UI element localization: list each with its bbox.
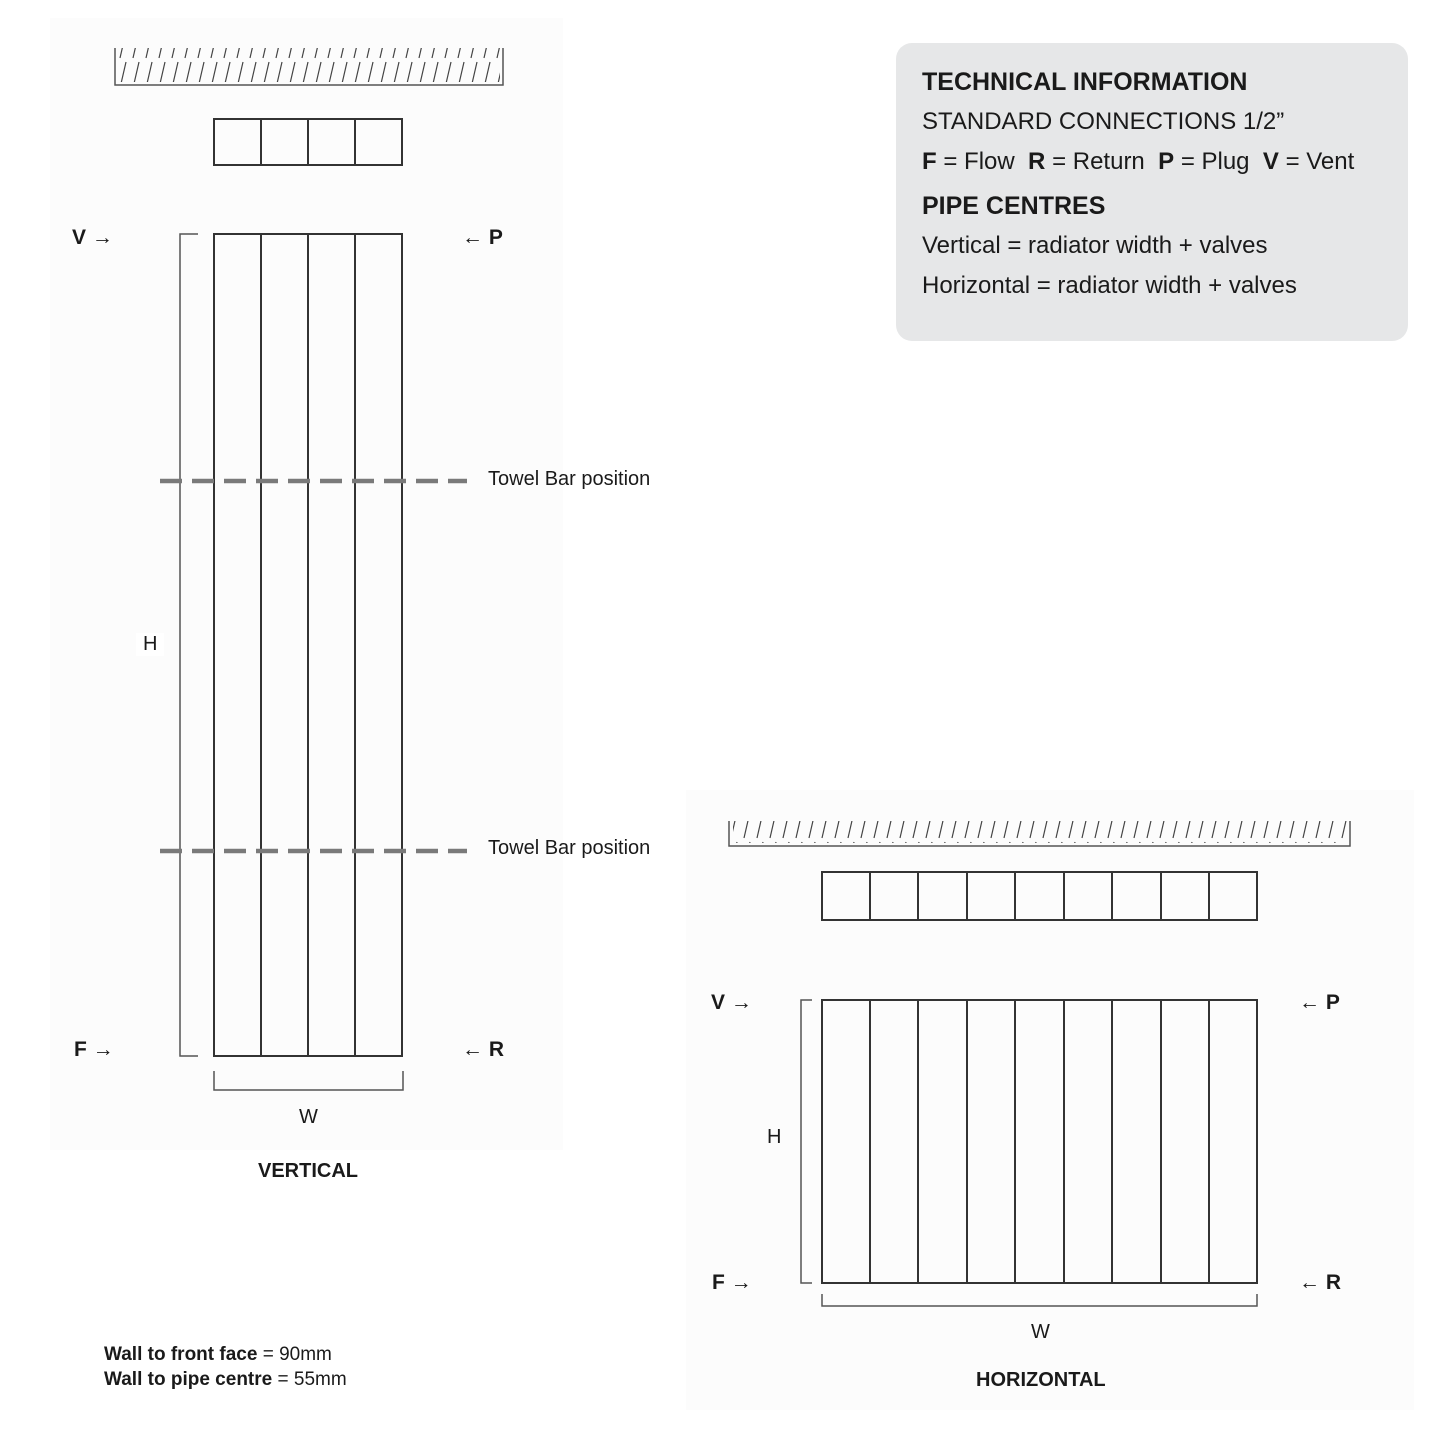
legend-value-vent: = Vent (1285, 148, 1355, 175)
horizontal-flow-label: F → (712, 1271, 752, 1294)
vertical-flow-label: F → (74, 1038, 114, 1061)
vertical-vent-label: V → (72, 226, 113, 249)
vertical-height-dimension (180, 234, 198, 1056)
front-face-label: Wall to front face (104, 1344, 258, 1365)
horizontal-wall (729, 821, 1350, 846)
vertical-title: VERTICAL (258, 1160, 358, 1182)
legend-value-plug: = Plug (1180, 148, 1250, 175)
horizontal-return-label: ← R (1299, 1271, 1341, 1294)
technical-info-heading: TECHNICAL INFORMATION (922, 68, 1248, 96)
vertical-radiator-front (214, 234, 402, 1056)
vertical-return-label: ← R (462, 1038, 504, 1061)
horizontal-radiator-front (822, 1000, 1257, 1283)
legend-key-flow: F (922, 148, 937, 175)
vertical-width-label: W (299, 1106, 318, 1128)
vertical-width-dimension (214, 1071, 403, 1090)
connection-legend (922, 147, 1382, 177)
vertical-plug-label: ← P (462, 226, 503, 249)
horizontal-width-dimension (822, 1294, 1257, 1306)
horizontal-height-dimension (801, 1000, 812, 1283)
pipe-centre-value: = 55mm (277, 1369, 347, 1390)
horizontal-pipe-rule: Horizontal = radiator width + valves (922, 272, 1297, 299)
standard-connections: STANDARD CONNECTIONS 1/2” (922, 108, 1285, 135)
legend-key-return: R (1028, 148, 1046, 175)
vertical-wall (115, 48, 503, 85)
technical-info-box (896, 43, 1408, 341)
horizontal-vent-label: V → (711, 991, 752, 1014)
legend-key-vent: V (1262, 148, 1279, 175)
horizontal-title: HORIZONTAL (976, 1369, 1106, 1391)
horizontal-width-label: W (1031, 1321, 1050, 1343)
towel-bar-label-lower: Towel Bar position (488, 837, 651, 859)
wall-to-front-face-note (104, 1344, 332, 1366)
vertical-height-label: H (136, 633, 164, 656)
wall-to-pipe-centre-note (104, 1369, 347, 1391)
vertical-top-view (214, 119, 402, 165)
horizontal-top-view (822, 872, 1257, 920)
pipe-centre-label: Wall to pipe centre (104, 1369, 273, 1390)
horizontal-plug-label: ← P (1299, 991, 1340, 1014)
legend-value-return: = Return (1052, 148, 1145, 175)
legend-key-plug: P (1158, 148, 1175, 175)
towel-bar-label-upper: Towel Bar position (488, 468, 651, 490)
horizontal-height-label: H (759, 1126, 789, 1149)
front-face-value: = 90mm (262, 1344, 332, 1365)
vertical-pipe-rule: Vertical = radiator width + valves (922, 232, 1268, 259)
pipe-centres-heading: PIPE CENTRES (922, 192, 1106, 220)
legend-value-flow: = Flow (943, 148, 1015, 175)
